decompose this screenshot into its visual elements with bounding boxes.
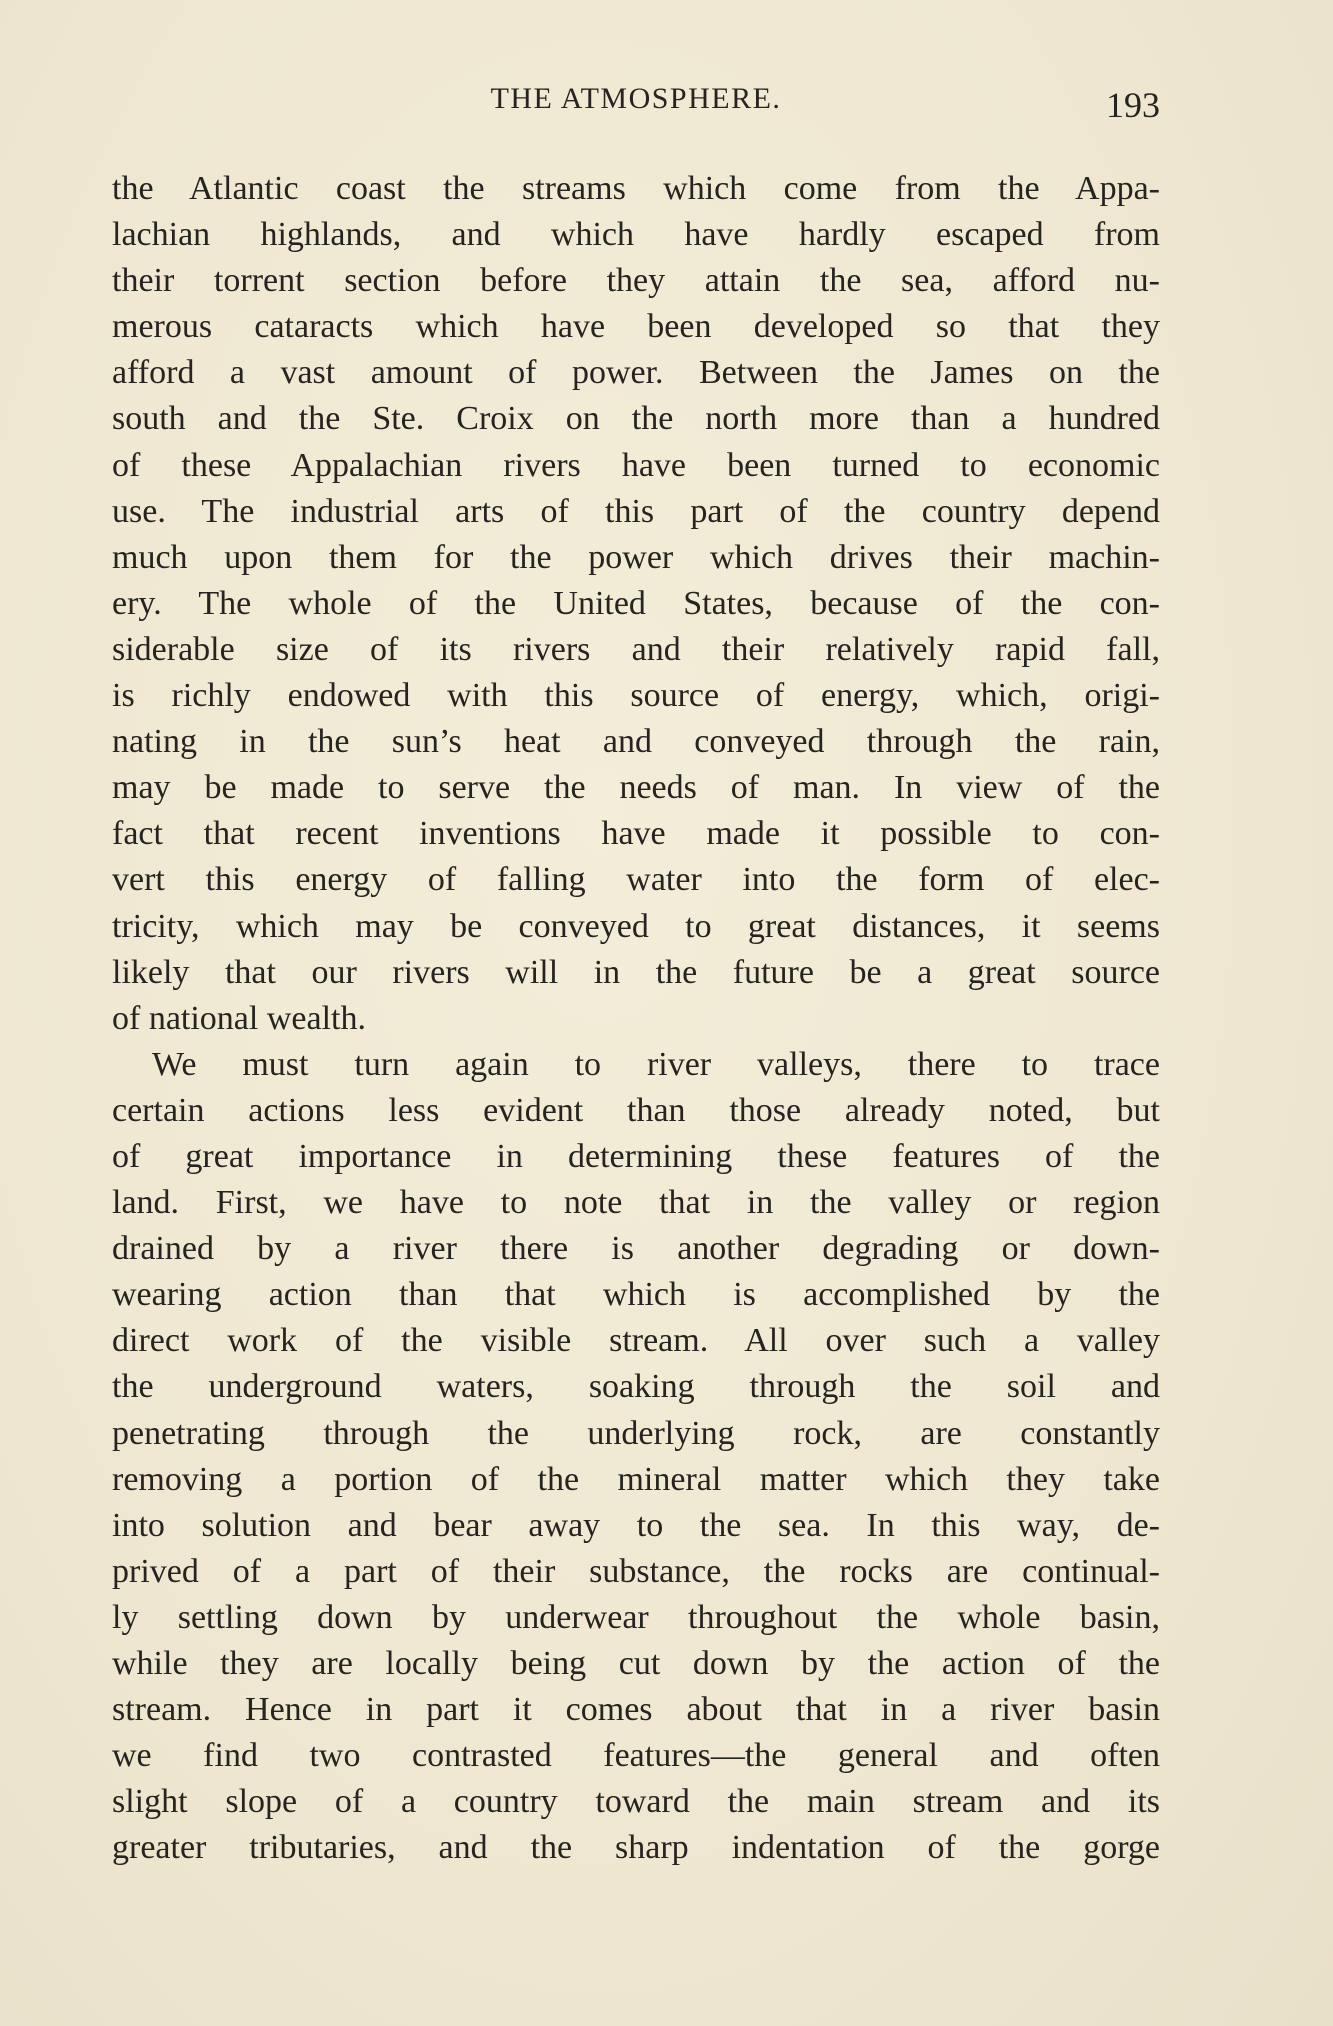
text-line: may be made to serve the needs of man. In view of the [112, 769, 1160, 807]
text-line: vert this energy of falling water into the form of elec- [112, 861, 1160, 899]
text-line: we find two contrasted features—the general and often [112, 1737, 1160, 1775]
text-line: south and the Ste. Croix on the north more than a hundred [112, 400, 1160, 438]
text-line: their torrent section before they attain the sea, afford nu- [112, 262, 1160, 300]
text-line: nating in the sun’s heat and conveyed through the rain, [112, 723, 1160, 761]
text-line: We must turn again to river valleys, there to trace [152, 1045, 1160, 1083]
paragraph [112, 1042, 1160, 1872]
text-line: wearing action than that which is accomplished by the [112, 1276, 1160, 1314]
body-text [112, 166, 1160, 1871]
page-number: 193 [1106, 85, 1160, 125]
text-line: much upon them for the power which drives their machin- [112, 538, 1160, 576]
text-line: of national wealth. [112, 999, 366, 1037]
text-line: of great importance in determining these features of the [112, 1137, 1160, 1175]
text-line: the underground waters, soaking through the soil and [112, 1368, 1160, 1406]
page-header [112, 82, 1160, 132]
text-line: stream. Hence in part it comes about that in a river basin [112, 1691, 1160, 1729]
text-line: likely that our rivers will in the future be a great source [112, 953, 1160, 991]
text-line: greater tributaries, and the sharp indentation of the gorge [112, 1829, 1160, 1867]
text-line: certain actions less evident than those already noted, but [112, 1091, 1160, 1129]
text-line: lachian highlands, and which have hardly escaped from [112, 216, 1160, 254]
text-line: into solution and bear away to the sea. In this way, de- [112, 1506, 1160, 1544]
text-line: while they are locally being cut down by the action of the [112, 1645, 1160, 1682]
text-line: land. First, we have to note that in the valley or region [112, 1184, 1160, 1222]
text-line: ly settling down by underwear throughout the whole basin, [112, 1598, 1160, 1636]
running-title: THE ATMOSPHERE. [490, 82, 782, 115]
text-line: is richly endowed with this source of energy, which, origi- [112, 677, 1160, 715]
text-line: ery. The whole of the United States, because of the con- [112, 584, 1160, 622]
text-line: fact that recent inventions have made it possible to con- [112, 815, 1160, 853]
text-line: the Atlantic coast the streams which come from the Appa- [112, 170, 1160, 207]
text-line: prived of a part of their substance, the rocks are continual- [112, 1552, 1160, 1590]
text-line: afford a vast amount of power. Between the James on the [112, 354, 1160, 392]
text-line: use. The industrial arts of this part of the country depend [112, 492, 1160, 530]
text-line: tricity, which may be conveyed to great distances, it seems [112, 907, 1160, 945]
text-line: siderable size of its rivers and their relatively rapid fall, [112, 630, 1160, 668]
text-line: removing a portion of the mineral matter which they take [112, 1460, 1160, 1498]
text-line: drained by a river there is another degrading or down- [112, 1230, 1160, 1268]
text-line: slight slope of a country toward the main stream and its [112, 1783, 1160, 1821]
paragraph [112, 166, 1160, 1042]
text-line: penetrating through the underlying rock, are constantly [112, 1414, 1160, 1452]
text-line: direct work of the visible stream. All over such a valley [112, 1322, 1160, 1360]
text-line: of these Appalachian rivers have been turned to economic [112, 446, 1160, 484]
text-line: merous cataracts which have been developed so that they [112, 308, 1160, 346]
